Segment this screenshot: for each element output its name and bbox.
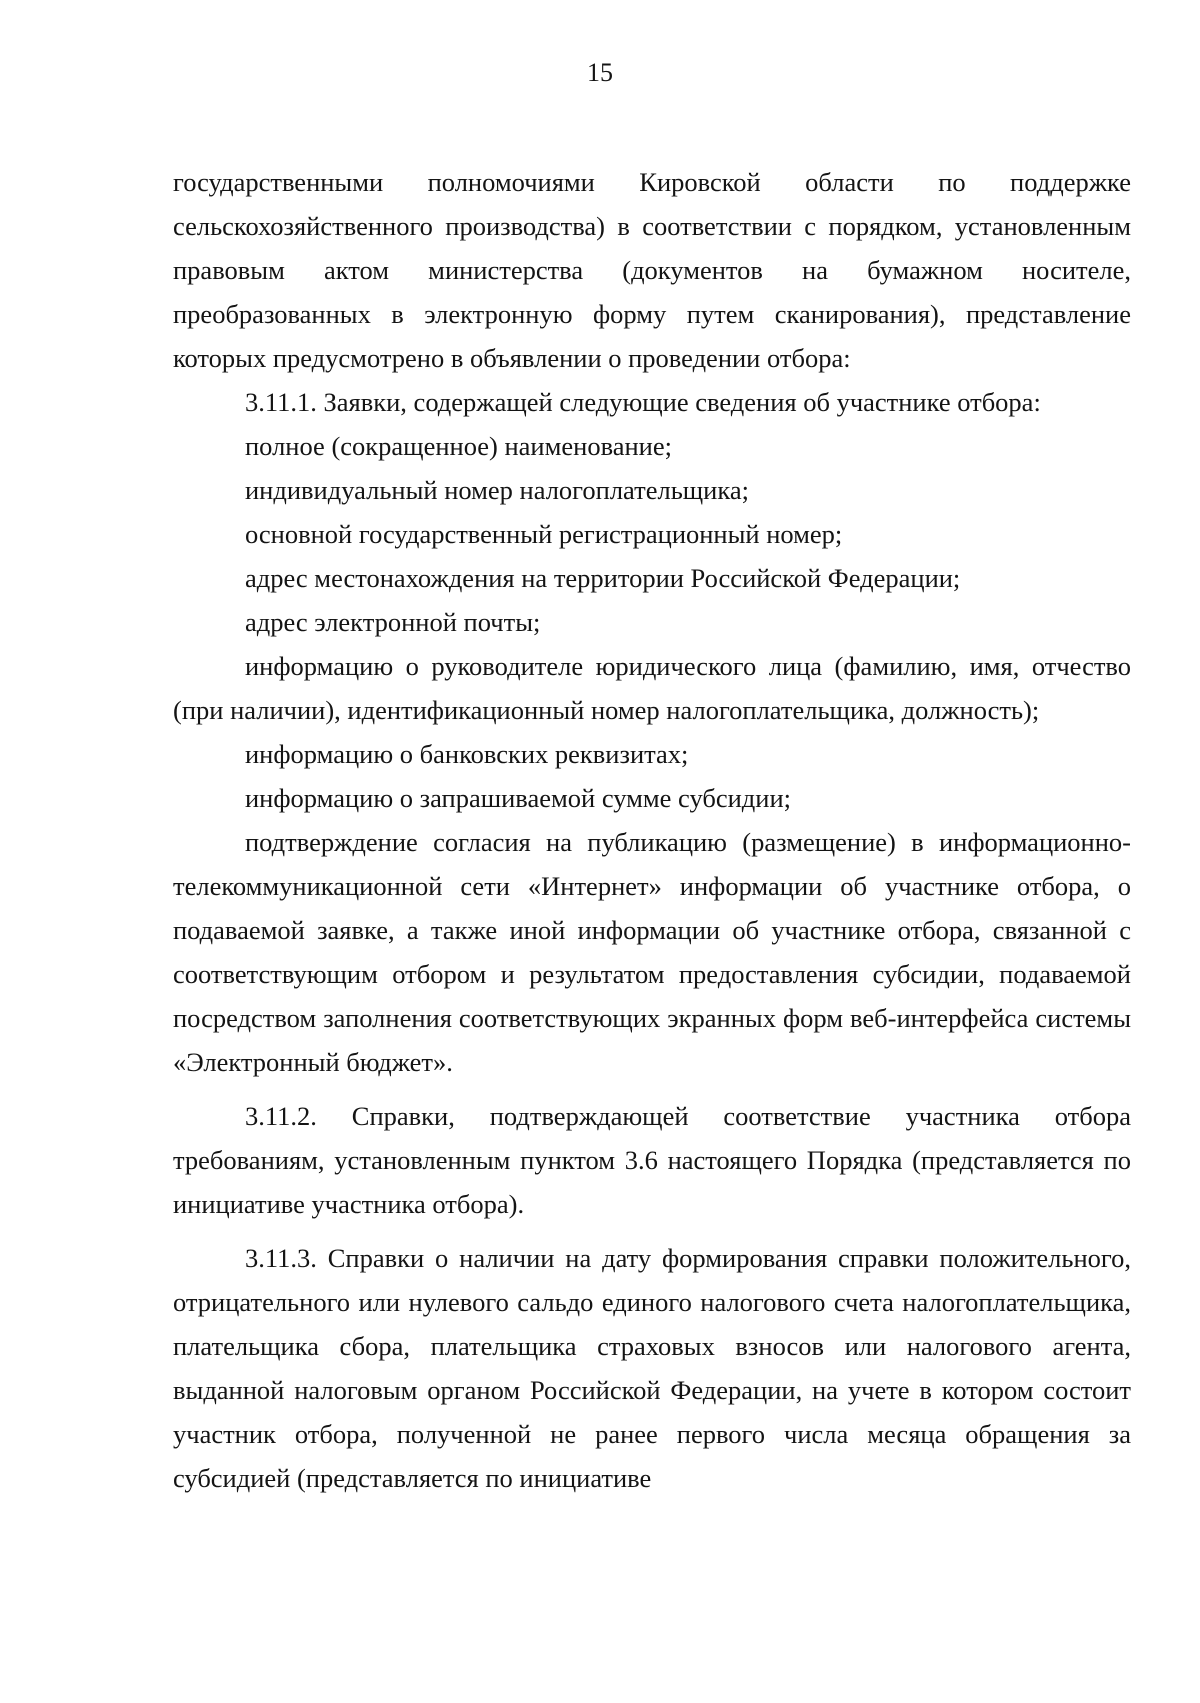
list-item-email: адрес электронной почты;: [245, 607, 541, 637]
document-body: [173, 160, 1131, 1500]
list-item-ogrn: основной государственный регистрационный номер;: [245, 519, 843, 549]
list-item-director-info: информацию о руководителе юридического лица (фамилию, имя, отчество (при наличии), идентификационный номер налогоплательщика, должность);: [173, 651, 1131, 725]
paragraph-3-11-1: 3.11.1. Заявки, содержащей следующие сведения об участнике отбора:: [245, 387, 1041, 417]
list-item-subsidy-amount: информацию о запрашиваемой сумме субсидии;: [245, 783, 792, 813]
list-item-full-name: полное (сокращенное) наименование;: [245, 431, 672, 461]
list-item-publication-consent: подтверждение согласия на публикацию (размещение) в информационно-телекоммуникационной сети «Интернет» информации об участнике отбора, о подаваемой заявке, а также иной информации об участнике отбора, связанной с соответствующим отбором и результатом предоставления субсидии, подаваемой посредством заполнения соответствующих экранных форм веб-интерфейса системы «Электронный бюджет».: [173, 827, 1131, 1077]
list-item-bank-details: информацию о банковских реквизитах;: [245, 739, 689, 769]
paragraph-3-11-3: 3.11.3. Справки о наличии на дату формирования справки положительного, отрицательного или нулевого сальдо единого налогового счета налогоплательщика, плательщика сбора, плательщика страховых взносов или налогового агента, выданной налоговым органом Российской Федерации, на учете в котором состоит участник отбора, полученной не ранее первого числа месяца обращения за субсидией (представляется по инициативе: [173, 1243, 1131, 1493]
list-item-address: адрес местонахождения на территории Российской Федерации;: [245, 563, 961, 593]
page-number: 15: [587, 58, 613, 87]
paragraph-3-11-2: 3.11.2. Справки, подтверждающей соответствие участника отбора требованиям, установленным пунктом 3.6 настоящего Порядка (представляется по инициативе участника отбора).: [173, 1101, 1131, 1219]
paragraph-continuation: государственными полномочиями Кировской области по поддержке сельскохозяйственного производства) в соответствии с порядком, установленным правовым актом министерства (документов на бумажном носителе, преобразованных в электронную форму путем сканирования), представление которых предусмотрено в объявлении о проведении отбора:: [173, 167, 1131, 373]
list-item-inn: индивидуальный номер налогоплательщика;: [245, 475, 749, 505]
